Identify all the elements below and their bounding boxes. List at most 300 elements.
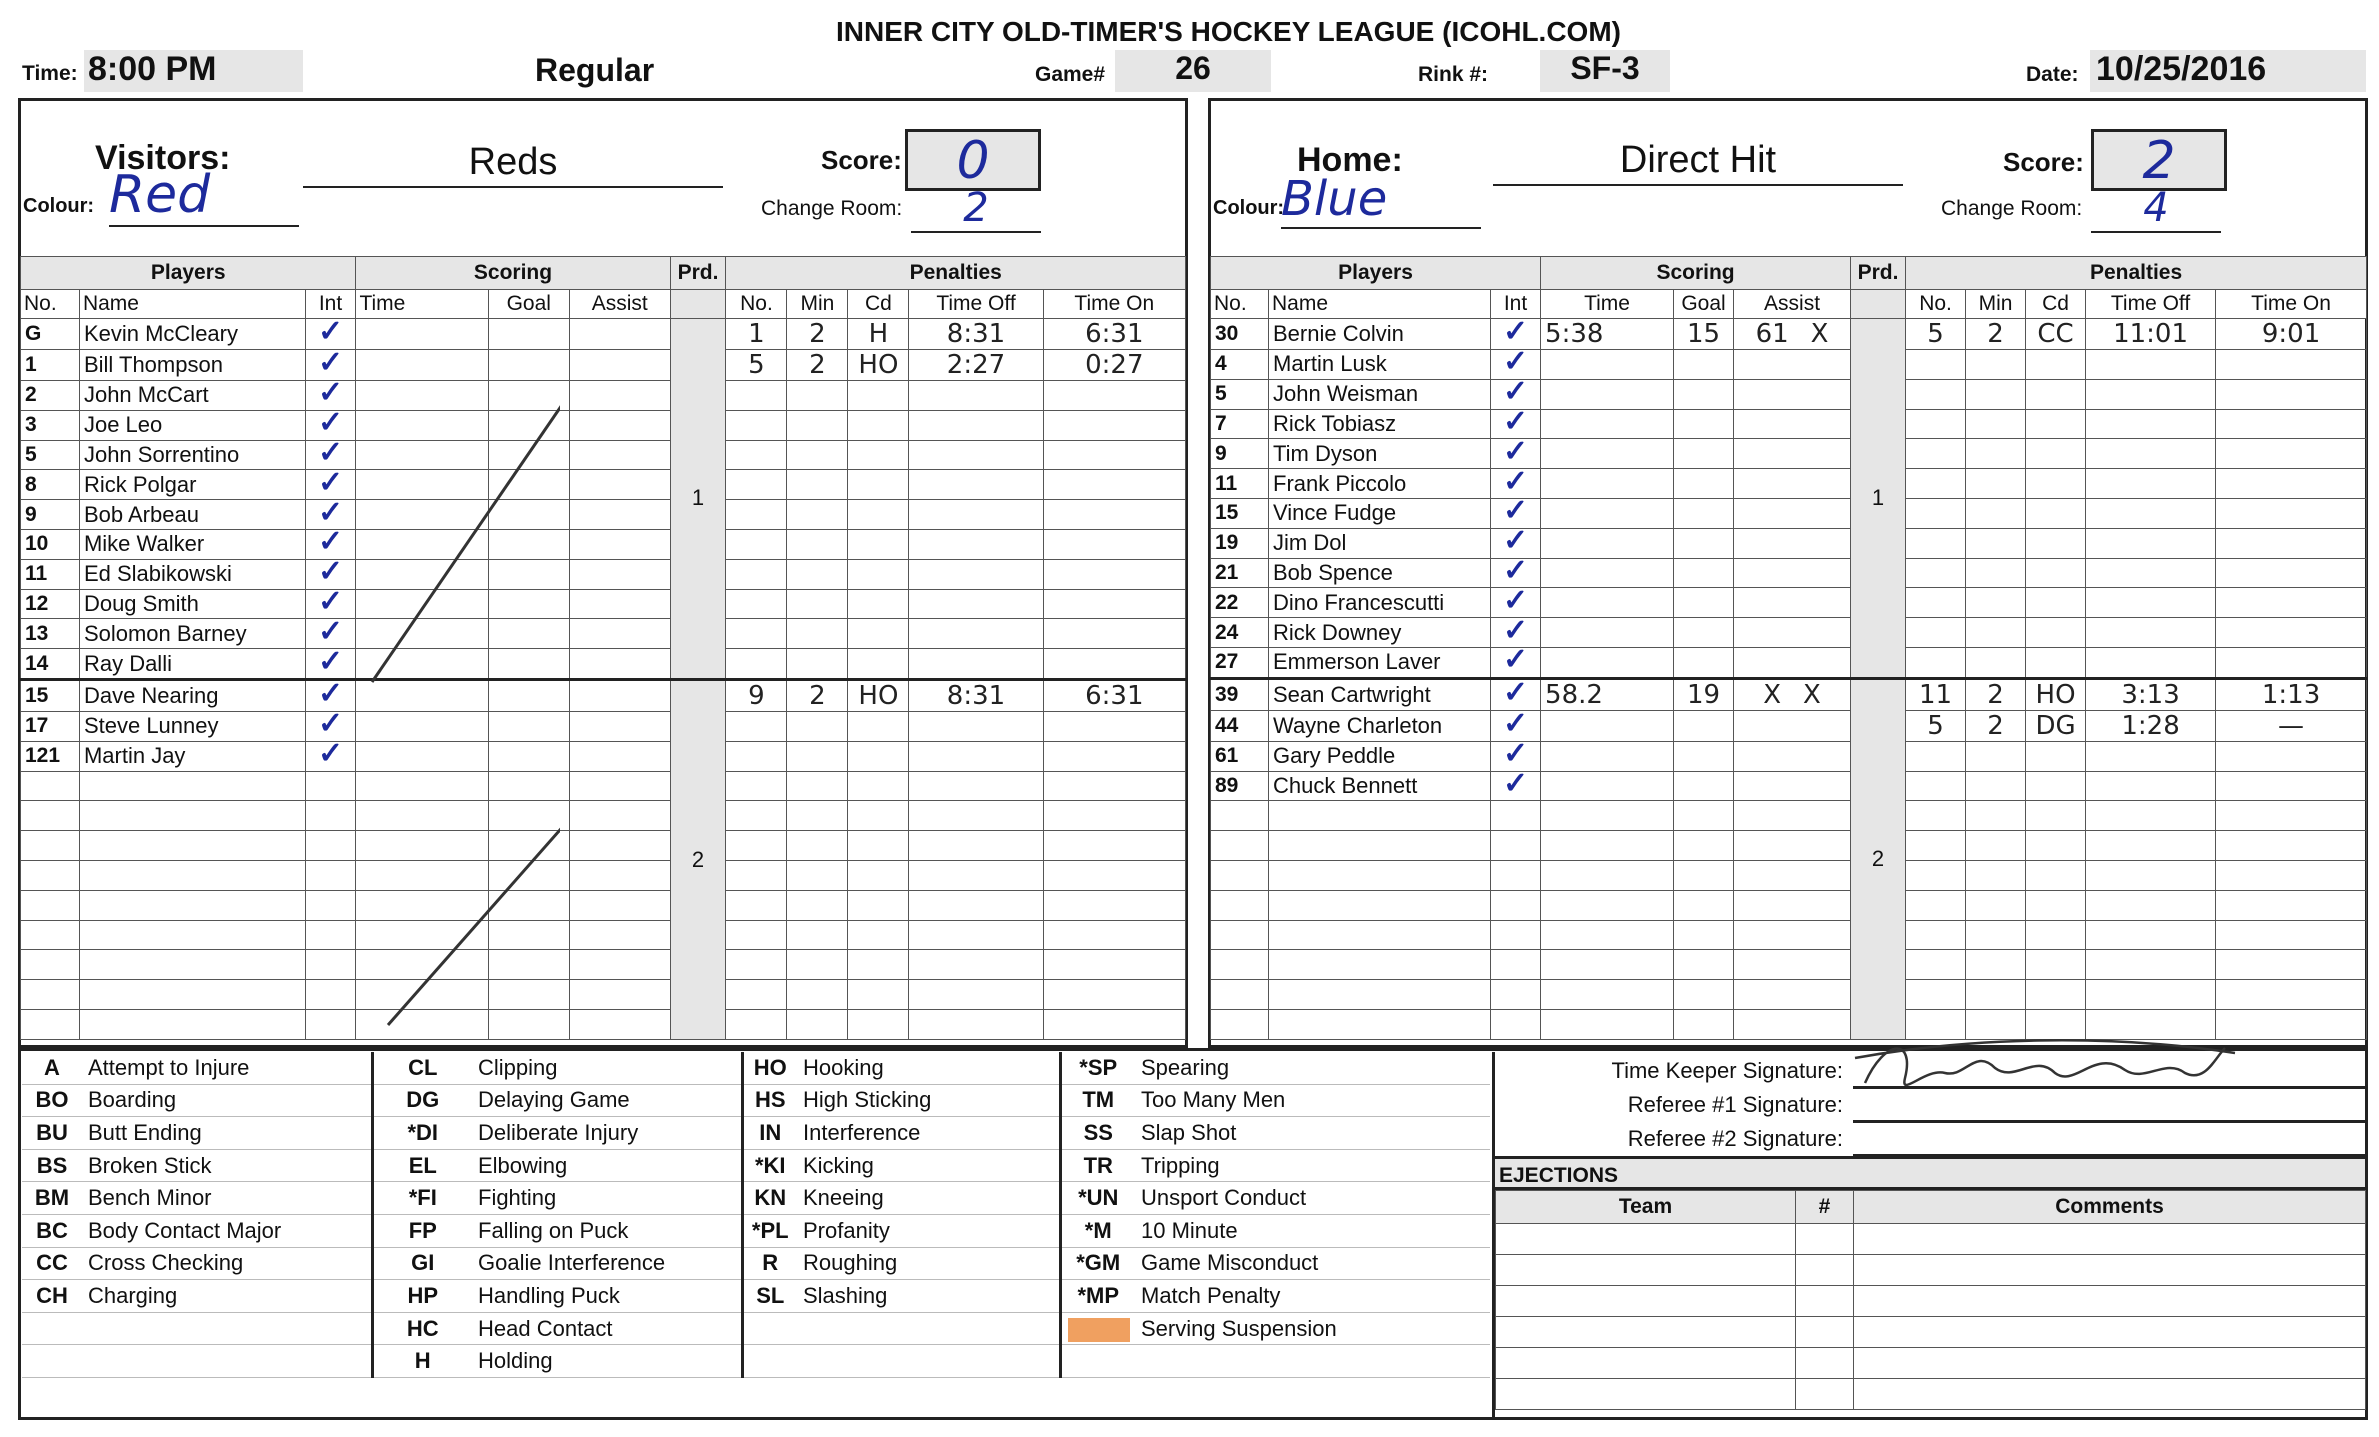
- home-row: [1211, 350, 2367, 380]
- penalty-code: DG: [372, 1084, 472, 1117]
- ejection-cell: [1796, 1224, 1854, 1255]
- ejection-cell: [1496, 1348, 1796, 1379]
- penalty-off: [909, 711, 1043, 741]
- player-number: 5: [21, 440, 80, 470]
- penalty-description: Roughing: [797, 1247, 1060, 1280]
- penalty-legend: [22, 1052, 1490, 1378]
- player-name: [1269, 920, 1491, 950]
- player-number: 17: [21, 711, 80, 741]
- present-check: [1491, 678, 1541, 710]
- penalty-off: [909, 1009, 1043, 1039]
- penalty-min: [1966, 379, 2026, 409]
- check-icon: ✓: [1502, 438, 1529, 468]
- present-check: [305, 529, 356, 559]
- penalty-min: [787, 470, 848, 500]
- player-number: 15: [21, 679, 80, 711]
- penalty-min: 2: [1966, 319, 2026, 350]
- goal-assists: [1734, 319, 1851, 350]
- penalty-min: [1966, 741, 2026, 771]
- penalty-off: 1:28: [2086, 710, 2216, 741]
- penalty-no: [726, 1009, 787, 1039]
- scoring-cell: [569, 470, 670, 500]
- legend-row: [22, 1214, 1490, 1247]
- players-header: Players: [21, 257, 356, 290]
- penalty-no: [726, 711, 787, 741]
- player-number: [21, 980, 80, 1010]
- scoring-cell: [569, 860, 670, 890]
- penalty-no: [1906, 920, 1966, 950]
- player-name: Ray Dalli: [79, 649, 305, 680]
- present-check: [1491, 528, 1541, 558]
- scoring-cell: [569, 1009, 670, 1039]
- penalty-min: [787, 771, 848, 801]
- penalty-off: [2086, 469, 2216, 499]
- penalty-on: [2216, 498, 2367, 528]
- home-row: [1211, 678, 2367, 710]
- player-name: Dino Francescutti: [1269, 588, 1491, 618]
- penalty-off: [2086, 860, 2216, 890]
- penalty-on: 1:13: [2216, 678, 2367, 710]
- home-row: [1211, 588, 2367, 618]
- player-number: [21, 771, 80, 801]
- home-change-room: 4: [2091, 185, 2221, 233]
- penalty-off: 8:31: [909, 679, 1043, 711]
- penalty-no: [726, 980, 787, 1010]
- check-icon: ✓: [317, 469, 344, 499]
- scoring-cell: [569, 950, 670, 980]
- penalty-description: 10 Minute: [1135, 1214, 1490, 1247]
- scoring-cell: [1674, 498, 1734, 528]
- penalty-min: 2: [787, 350, 848, 381]
- present-check: [305, 831, 356, 861]
- suspension-swatch: [1068, 1318, 1130, 1342]
- penalty-min: [787, 559, 848, 589]
- penalty-on: [1043, 831, 1185, 861]
- scoring-cell: [1734, 439, 1851, 469]
- penalty-no: 5: [1906, 319, 1966, 350]
- penalty-description: Too Many Men: [1135, 1084, 1490, 1117]
- penalty-no: [1906, 439, 1966, 469]
- home-scoring-header: Scoring: [1541, 257, 1851, 290]
- penalty-code: TM: [1060, 1084, 1135, 1117]
- penalty-cd: [2026, 528, 2086, 558]
- penalty-min: [787, 500, 848, 530]
- penalty-off: 2:27: [909, 350, 1043, 381]
- present-check: [1491, 860, 1541, 890]
- penalty-cd: [848, 831, 909, 861]
- penalty-code: *FI: [372, 1182, 472, 1215]
- check-icon: ✓: [317, 529, 344, 559]
- prd-cell: [670, 290, 726, 319]
- penalty-no: [726, 890, 787, 920]
- penalty-on: [2216, 439, 2367, 469]
- penalty-cd: [848, 920, 909, 950]
- penalty-cd: [2026, 771, 2086, 801]
- player-name: Frank Piccolo: [1269, 469, 1491, 499]
- penalty-on: [1043, 741, 1185, 771]
- game-type: Regular: [535, 52, 655, 88]
- home-players-header: Players: [1211, 257, 1541, 290]
- penalty-on: [2216, 409, 2367, 439]
- present-check: [305, 470, 356, 500]
- scoring-cell: [1541, 920, 1674, 950]
- player-name: Rick Tobiasz: [1269, 409, 1491, 439]
- scoring-cell: [1734, 771, 1851, 801]
- home-colour: Blue: [1281, 171, 1481, 229]
- penalty-code: IN: [742, 1117, 797, 1150]
- player-number: [21, 1009, 80, 1039]
- penalties-header: Penalties: [726, 257, 1186, 290]
- visitors-team: Reds: [303, 141, 723, 188]
- penalty-on: [1043, 529, 1185, 559]
- penalty-no: 1: [726, 319, 787, 350]
- penalty-no: 5: [1906, 710, 1966, 741]
- penalty-off: [909, 470, 1043, 500]
- penalty-description: Goalie Interference: [472, 1247, 742, 1280]
- home-table: [1210, 256, 2367, 1040]
- penalty-off: 3:13: [2086, 678, 2216, 710]
- scoring-cell: [569, 980, 670, 1010]
- player-name: Joe Leo: [79, 410, 305, 440]
- home-row: [1211, 950, 2367, 980]
- ejection-cell: [1496, 1255, 1796, 1286]
- col-time-on: Time On: [1043, 290, 1185, 319]
- scoring-cell: [569, 771, 670, 801]
- penalty-off: [2086, 647, 2216, 678]
- game-label: Game#: [1035, 63, 1106, 86]
- scoring-cell: [1734, 1009, 1851, 1039]
- home-col-int: Int: [1491, 290, 1541, 319]
- player-number: 9: [21, 500, 80, 530]
- ejection-cell: [1796, 1286, 1854, 1317]
- penalty-min: [787, 619, 848, 649]
- check-icon: ✓: [1502, 318, 1529, 348]
- referee1-label: Referee #1 Signature:: [1627, 1092, 1843, 1117]
- player-name: Kevin McCleary: [79, 319, 305, 350]
- col-no: No.: [21, 290, 80, 319]
- penalty-on: [1043, 950, 1185, 980]
- player-name: [1269, 950, 1491, 980]
- scoring-cell: [569, 559, 670, 589]
- present-check: [1491, 379, 1541, 409]
- assist-1: 61: [1755, 319, 1789, 349]
- penalty-cd: [2026, 379, 2086, 409]
- check-icon: ✓: [317, 741, 344, 771]
- player-name: [79, 950, 305, 980]
- player-name: Ed Slabikowski: [79, 559, 305, 589]
- check-icon: ✓: [1502, 741, 1529, 771]
- visitor-row: [21, 1009, 1186, 1039]
- penalty-min: 2: [1966, 678, 2026, 710]
- penalty-code: CL: [372, 1052, 472, 1084]
- period-number: 2: [670, 679, 726, 1039]
- penalty-cd: [2026, 980, 2086, 1010]
- penalty-off: [909, 771, 1043, 801]
- penalty-code: CC: [22, 1247, 82, 1280]
- penalty-description: Delaying Game: [472, 1084, 742, 1117]
- penalty-no: [1906, 950, 1966, 980]
- penalty-description: Deliberate Injury: [472, 1117, 742, 1150]
- penalty-cd: [2026, 409, 2086, 439]
- penalty-on: [2216, 980, 2367, 1010]
- scoring-cell: [1674, 469, 1734, 499]
- player-number: 8: [21, 470, 80, 500]
- present-check: [1491, 1009, 1541, 1039]
- penalty-no: [726, 529, 787, 559]
- col-int: Int: [305, 290, 356, 319]
- player-name: Dave Nearing: [79, 679, 305, 711]
- ejection-cell: [1854, 1379, 2366, 1410]
- assist-1: X: [1763, 679, 1782, 710]
- scoring-cell: [1541, 860, 1674, 890]
- penalty-off: [909, 529, 1043, 559]
- penalty-off: [2086, 831, 2216, 861]
- check-icon: ✓: [1502, 498, 1529, 528]
- player-name: [1269, 831, 1491, 861]
- penalty-description: Elbowing: [472, 1149, 742, 1182]
- check-icon: ✓: [1502, 710, 1529, 740]
- scoring-cell: [1734, 860, 1851, 890]
- home-col-goal: Goal: [1674, 290, 1734, 319]
- present-check: [1491, 980, 1541, 1010]
- player-name: Steve Lunney: [79, 711, 305, 741]
- visitor-row: [21, 589, 1186, 619]
- scoring-cell: [1674, 350, 1734, 380]
- penalty-off: [2086, 980, 2216, 1010]
- penalty-no: 9: [726, 679, 787, 711]
- player-number: [21, 801, 80, 831]
- visitor-row: [21, 410, 1186, 440]
- penalty-off: [909, 381, 1043, 411]
- penalty-min: [787, 950, 848, 980]
- home-score: 2: [2091, 129, 2227, 191]
- penalty-code: *PL: [742, 1214, 797, 1247]
- player-number: 7: [1211, 409, 1269, 439]
- penalty-on: [1043, 440, 1185, 470]
- penalty-description: Spearing: [1135, 1052, 1490, 1084]
- penalty-off: [909, 410, 1043, 440]
- player-number: 61: [1211, 741, 1269, 771]
- penalty-no: [1906, 588, 1966, 618]
- penalty-on: [2216, 741, 2367, 771]
- penalty-code: BO: [22, 1084, 82, 1117]
- player-name: [79, 771, 305, 801]
- player-number: 44: [1211, 710, 1269, 741]
- penalty-min: [1966, 558, 2026, 588]
- present-check: [1491, 618, 1541, 648]
- penalty-off: [2086, 498, 2216, 528]
- player-name: [79, 831, 305, 861]
- penalty-code: [1060, 1312, 1135, 1345]
- penalty-no: [726, 410, 787, 440]
- penalty-on: 6:31: [1043, 319, 1185, 350]
- visitor-row: [21, 319, 1186, 350]
- check-icon: ✓: [317, 589, 344, 618]
- penalty-on: [2216, 558, 2367, 588]
- visitor-row: [21, 711, 1186, 741]
- penalty-code: BM: [22, 1182, 82, 1215]
- penalty-code: KN: [742, 1182, 797, 1215]
- penalty-on: [2216, 890, 2367, 920]
- penalty-description: Hooking: [797, 1052, 1060, 1084]
- scoring-cell: [1734, 409, 1851, 439]
- scoring-cell: [1674, 558, 1734, 588]
- penalty-cd: [848, 619, 909, 649]
- player-name: [79, 890, 305, 920]
- penalty-no: [1906, 618, 1966, 648]
- penalty-on: [1043, 860, 1185, 890]
- ejection-cell: [1854, 1286, 2366, 1317]
- goal-scorer: 15: [1674, 319, 1734, 350]
- penalty-no: [1906, 890, 1966, 920]
- home-label: Home:: [1297, 141, 1403, 179]
- penalty-on: [1043, 1009, 1185, 1039]
- check-icon: ✓: [1502, 528, 1529, 558]
- penalty-cd: HO: [848, 350, 909, 381]
- ejection-row: [1496, 1255, 2366, 1286]
- penalty-description: Interference: [797, 1117, 1060, 1150]
- col-min: Min: [787, 290, 848, 319]
- penalty-description: Head Contact: [472, 1312, 742, 1345]
- visitor-row: [21, 529, 1186, 559]
- penalty-min: [1966, 860, 2026, 890]
- col-goal: Goal: [488, 290, 569, 319]
- penalty-min: [787, 920, 848, 950]
- player-number: [21, 950, 80, 980]
- scoring-cell: [1674, 379, 1734, 409]
- penalty-min: 2: [787, 679, 848, 711]
- penalty-on: [1043, 890, 1185, 920]
- col-assist: Assist: [569, 290, 670, 319]
- penalty-off: [2086, 950, 2216, 980]
- visitor-row: [21, 619, 1186, 649]
- col-cd: Cd: [848, 290, 909, 319]
- penalty-on: [2216, 350, 2367, 380]
- penalty-min: [1966, 588, 2026, 618]
- scoring-cell: [1541, 498, 1674, 528]
- check-icon: ✓: [317, 318, 344, 348]
- penalty-description: Body Contact Major: [82, 1214, 372, 1247]
- league-title: INNER CITY OLD-TIMER'S HOCKEY LEAGUE (ICOHL.COM): [836, 16, 1621, 47]
- referee1-line: [1853, 1120, 2365, 1123]
- present-check: [1491, 710, 1541, 741]
- penalty-min: [1966, 920, 2026, 950]
- player-name: [79, 801, 305, 831]
- check-icon: ✓: [1502, 558, 1529, 587]
- player-number: 10: [21, 529, 80, 559]
- check-icon: ✓: [1502, 617, 1529, 647]
- player-number: [1211, 920, 1269, 950]
- penalty-description: Falling on Puck: [472, 1214, 742, 1247]
- visitors-change-room: 2: [911, 185, 1041, 233]
- player-name: Rick Downey: [1269, 618, 1491, 648]
- home-col-cd: Cd: [2026, 290, 2086, 319]
- home-col-min: Min: [1966, 290, 2026, 319]
- visitor-row: [21, 381, 1186, 411]
- present-check: [1491, 801, 1541, 831]
- penalty-code: BC: [22, 1214, 82, 1247]
- present-check: [305, 319, 356, 350]
- penalty-cd: HO: [848, 679, 909, 711]
- home-row: [1211, 647, 2367, 678]
- penalty-cd: [2026, 860, 2086, 890]
- visitors-colour: Red: [109, 165, 299, 227]
- penalty-code: *MP: [1060, 1280, 1135, 1313]
- scoring-cell: [1541, 1009, 1674, 1039]
- penalty-min: 2: [1966, 710, 2026, 741]
- penalty-code: *GM: [1060, 1247, 1135, 1280]
- penalty-min: [1966, 771, 2026, 801]
- penalty-no: [1906, 801, 1966, 831]
- col-time-off: Time Off: [909, 290, 1043, 319]
- penalty-cd: [848, 890, 909, 920]
- player-number: 11: [21, 559, 80, 589]
- ejection-row: [1496, 1348, 2366, 1379]
- penalty-description: Serving Suspension: [1135, 1312, 1490, 1345]
- penalty-code: R: [742, 1247, 797, 1280]
- penalty-on: [1043, 649, 1185, 680]
- game-value: 26: [1115, 50, 1271, 92]
- slash-p1: [372, 332, 560, 682]
- assist-2: X: [1803, 679, 1821, 710]
- penalty-on: [2216, 618, 2367, 648]
- visitors-label: Visitors:: [95, 139, 231, 177]
- scoring-cell: [1541, 710, 1674, 741]
- player-name: Bob Arbeau: [79, 500, 305, 530]
- scoring-cell: [1674, 528, 1734, 558]
- player-name: Emmerson Laver: [1269, 647, 1491, 678]
- penalty-no: [726, 920, 787, 950]
- penalty-min: [1966, 439, 2026, 469]
- visitor-row: [21, 890, 1186, 920]
- penalty-code: *M: [1060, 1214, 1135, 1247]
- slash-p2: [388, 730, 560, 1025]
- check-icon: ✓: [317, 648, 344, 678]
- scoring-cell: [1541, 379, 1674, 409]
- player-name: [79, 860, 305, 890]
- scoring-cell: [1734, 379, 1851, 409]
- player-name: Sean Cartwright: [1269, 678, 1491, 710]
- present-check: [305, 410, 356, 440]
- ejection-row: [1496, 1317, 2366, 1348]
- present-check: [305, 980, 356, 1010]
- scoring-cell: [1734, 498, 1851, 528]
- home-colour-label: Colour:: [1213, 197, 1285, 219]
- penalty-cd: [2026, 588, 2086, 618]
- penalty-cd: [848, 950, 909, 980]
- player-name: [79, 980, 305, 1010]
- penalty-description: Game Misconduct: [1135, 1247, 1490, 1280]
- penalty-off: 8:31: [909, 319, 1043, 350]
- scoring-cell: [569, 589, 670, 619]
- penalty-no: [1906, 409, 1966, 439]
- penalty-description: [82, 1312, 372, 1345]
- present-check: [1491, 920, 1541, 950]
- penalty-min: [787, 589, 848, 619]
- penalty-off: [909, 980, 1043, 1010]
- player-number: 1: [21, 350, 80, 381]
- prd-header: Prd.: [670, 257, 726, 290]
- player-number: [1211, 950, 1269, 980]
- penalty-min: [787, 980, 848, 1010]
- period-number: 1: [670, 319, 726, 680]
- ejection-cell: [1854, 1348, 2366, 1379]
- home-row: [1211, 741, 2367, 771]
- penalty-min: [787, 801, 848, 831]
- scoring-cell: [1541, 771, 1674, 801]
- penalty-off: [2086, 528, 2216, 558]
- penalty-min: [1966, 350, 2026, 380]
